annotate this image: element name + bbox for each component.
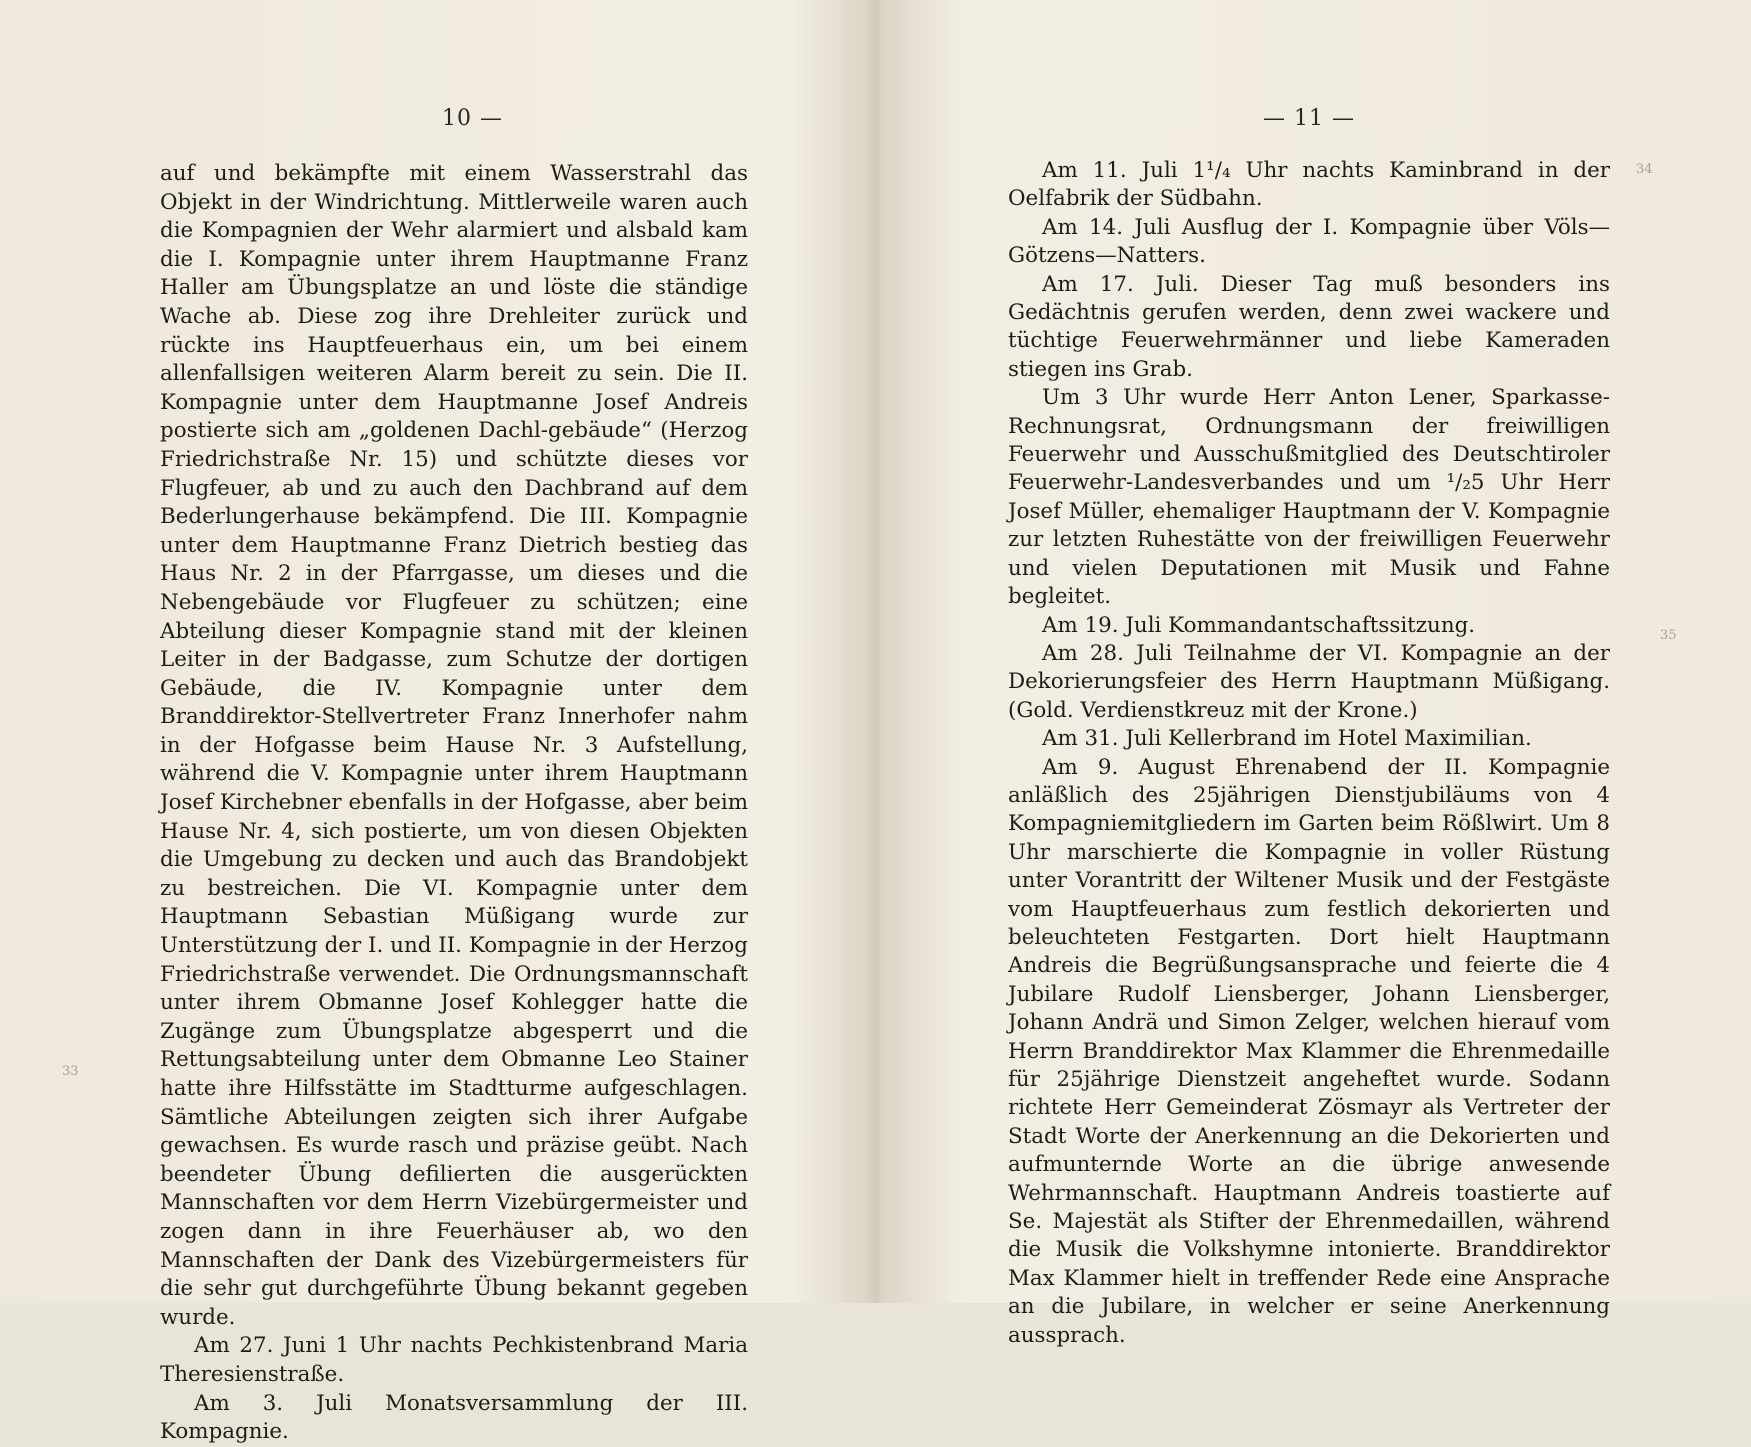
page-number-right: — 11 — xyxy=(1263,106,1355,131)
margin-note-left: 33 xyxy=(62,1064,79,1079)
page-number-left: 10 — xyxy=(442,106,503,131)
left-page xyxy=(0,0,875,1445)
right-page xyxy=(876,0,1751,1348)
paragraph: Am 9. August Ehrenabend der II. Kompagnie anläßlich des 25jährigen Dienstjubiläums von 4 Kompagniemitgliedern im Garten beim Rößlwirt. Um 8 Uhr marschierte die Kompagnie in voller Rüstung unter Vorantritt der Wiltener Musik und der Festgäste vom Hauptfeuerhaus zum festlich dekorierten und beleuchteten Festgarten. Dort hielt Hauptmann Andreis die Begrüßungsansprache und feierte die 4 Jubilare Rudolf Liensberger, Johann Liensberger, Johann Andrä und Simon Zelger, welchen hierauf vom Herrn Branddirektor Max Klammer die Ehrenmedaille für 25jährige Dienstzeit angeheftet wurde. Sodann richtete Herr Gemeinderat Zösmayr als Vertreter der Stadt Worte der Anerkennung an die Dekorierten und aufmunternde Worte an die übrige anwesende Wehrmannschaft. Hauptmann Andreis toastierte auf Se. Majestät als Stifter der Ehrenmedaillen, während die Musik die Volkshymne intonierte. Branddirektor Max Klammer hielt in treffender Rede eine Ansprache an die Jubilare, in welcher er seine Anerkennung aussprach. xyxy=(1008,754,1610,1348)
paragraph: Am 28. Juli Teilnahme der VI. Kompagnie an der Dekorierungsfeier des Herrn Hauptmann Müßigang. (Gold. Verdienstkreuz mit der Krone.) xyxy=(1008,640,1610,723)
paragraph: Am 27. Juni 1 Uhr nachts Pechkistenbrand Maria Theresienstraße. xyxy=(160,1333,748,1387)
paragraph: Am 14. Juli Ausflug der I. Kompagnie über Völs—Götzens—Natters. xyxy=(1008,214,1610,269)
paragraph: auf und bekämpfte mit einem Wasserstrahl das Objekt in der Windrichtung. Mittlerweile waren auch die Kompagnien der Wehr alarmiert und alsbald kam die I. Kompagnie unter ihrem Hauptmanne Franz Haller am Übungsplatze an und löste die ständige Wache ab. Diese zog ihre Drehleiter zurück und rückte ins Hauptfeuerhaus ein, um bei einem allenfallsigen weiteren Alarm bereit zu sein. Die II. Kompagnie unter dem Hauptmanne Josef Andreis postierte sich am „goldenen Dachl-gebäude“ (Herzog Friedrichstraße Nr. 15) und schützte dieses vor Flugfeuer, ab und zu auch den Dachbrand auf dem Bederlungerhause bekämpfend. Die III. Kompagnie unter dem Hauptmanne Franz Dietrich bestieg das Haus Nr. 2 in der Pfarrgasse, um dieses und die Nebengebäude vor Flugfeuer zu schützen; eine Abteilung dieser Kompagnie stand mit der kleinen Leiter in der Badgasse, zum Schutze der dortigen Gebäude, die IV. Kompagnie unter dem Branddirektor-Stellvertreter Franz Innerhofer nahm in der Hofgasse beim Hause Nr. 3 Aufstellung, während die V. Kompagnie unter ihrem Hauptmann Josef Kirchebner ebenfalls in der Hofgasse, aber beim Hause Nr. 4, sich postierte, um von diesen Objekten die Umgebung zu decken und auch das Brandobjekt zu bestreichen. Die VI. Kompagnie unter dem Hauptmann Sebastian Müßigang wurde zur Unterstützung der I. und II. Kompagnie in der Herzog Friedrichstraße verwendet. Die Ordnungsmannschaft unter ihrem Obmanne Josef Kohlegger hatte die Zugänge zum Übungsplatze abgesperrt und die Rettungsabteilung unter dem Obmanne Leo Stainer hatte ihre Hilfsstätte im Stadtturme aufgeschlagen. Sämtliche Abteilungen zeigten sich ihrer Aufgabe gewachsen. Es wurde rasch und präzise geübt. Nach beendeter Übung defilierten die ausgerückten Mannschaften vor dem Herrn Vizebürgermeister und zogen dann in ihre Feuerhäuser ab, wo den Mannschaften der Dank des Vizebürgermeisters für die sehr gut durchgeführte Übung bekannt gegeben wurde. xyxy=(160,161,748,1330)
paragraph: Am 3. Juli Monatsversammlung der III. Kompagnie. xyxy=(160,1390,748,1445)
margin-note-right-top: 34 xyxy=(1636,162,1653,177)
paragraph: Am 17. Juli. Dieser Tag muß besonders ins Gedächtnis gerufen werden, denn zwei wackere und tüchtige Feuerwehrmänner und liebe Kameraden stiegen ins Grab. xyxy=(1008,271,1610,382)
margin-note-right-middle: 35 xyxy=(1660,628,1677,643)
paragraph: Um 3 Uhr wurde Herr Anton Lener, Sparkasse-Rechnungsrat, Ordnungsmann der freiwilligen Feuerwehr und Ausschußmitglied des Deutschtiroler Feuerwehr-Landesverbandes und um ¹/₂5 Uhr Herr Josef Müller, ehemaliger Hauptmann der V. Kompagnie zur letzten Ruhestätte von der freiwilligen Feuerwehr und vielen Deputationen mit Musik und Fahne begleitet. xyxy=(1008,385,1610,610)
paragraph: Am 11. Juli 1¹/₄ Uhr nachts Kaminbrand in der Oelfabrik der Südbahn. xyxy=(1008,158,1610,212)
paragraph: Am 31. Juli Kellerbrand im Hotel Maximilian. xyxy=(1042,726,1532,752)
left-page-text xyxy=(160,160,748,1447)
right-page-text xyxy=(1008,157,1610,1350)
paragraph: Am 19. Juli Kommandantschaftssitzung. xyxy=(1042,612,1476,638)
